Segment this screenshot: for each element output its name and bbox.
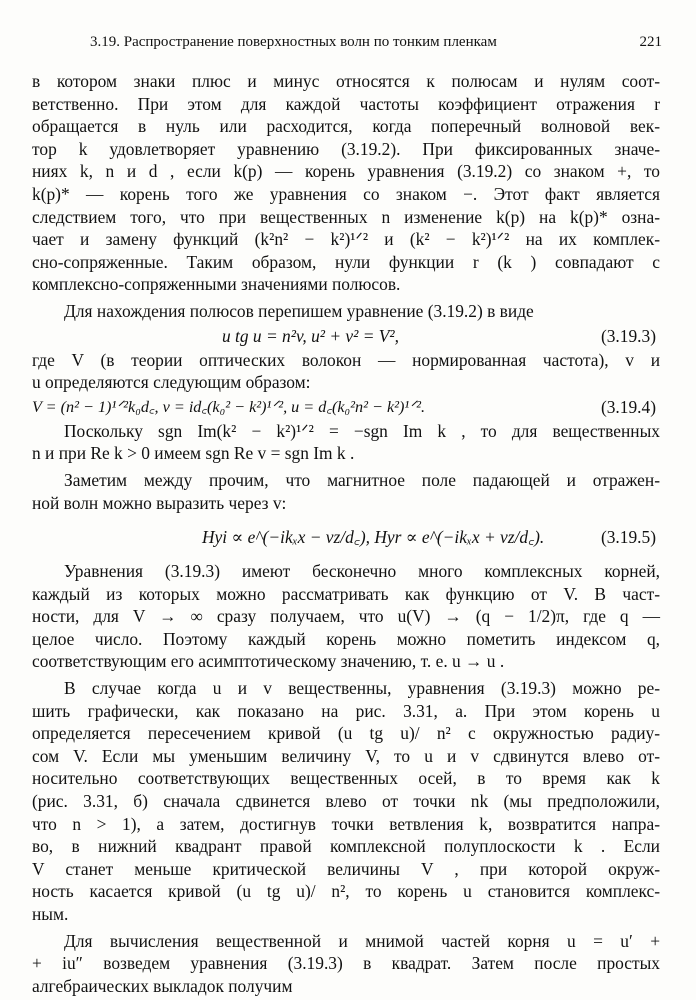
paragraph-6 — [32, 677, 660, 926]
text-line: Для вычисления вещественной и мнимой частей корня u = u′ + — [64, 930, 660, 951]
text-line: носительно соответствующих вещественных осей, в то время как k — [32, 768, 660, 789]
running-header — [32, 34, 662, 56]
paragraph-5 — [32, 560, 660, 673]
text-line: Поскольку sgn Im(k² − k²)¹ᐟ² = −sgn Im k , то для вещественных — [64, 420, 660, 441]
equation-3-19-3 — [32, 323, 660, 349]
paragraph-1 — [32, 70, 660, 296]
text-line: целое число. Поэтому каждый корень можно пометить индексом q, — [32, 628, 660, 649]
equation-3-19-5 — [32, 524, 660, 550]
text-line: где V (в теории оптических волокон — нормированная частота), v и — [32, 349, 660, 370]
text-line: ность касается кривой (u tg u)/ n², то корень u становится комплекс- — [32, 881, 660, 902]
text-line: n и при Re k > 0 имеем sgn Re v = sgn Im k . — [32, 443, 355, 464]
equation-formula: u tg u = n²v, u² + v² = V², — [222, 325, 399, 346]
text-line: во, в нижний квадрант правой комплексной полуплоскости k . Если — [32, 836, 660, 857]
text-line: чает и замену функций (k²n² − k²)¹ᐟ² и (k² − k²)¹ᐟ² на их комплек- — [32, 229, 660, 250]
equation-formula: V = (n² − 1)¹ᐟ²k₀d꜀, v = id꜀(k₀² − k²)¹ᐟ², u = d꜀(k₀²n² − k²)¹ᐟ². — [32, 397, 426, 416]
text-line: каждый из которых можно рассматривать как функцию от V. В част- — [32, 583, 660, 604]
text-line: ниях k, n и d , если k(p) — корень уравнения (3.19.2) со знаком +, то — [32, 161, 660, 182]
equation-3-19-4 — [32, 394, 660, 420]
text-line: что n > 1), а затем, достигнув точки ветвления k, возвратится напра- — [32, 813, 660, 834]
text-line: алгебраических выкладок получим — [32, 975, 293, 996]
paragraph-3 — [32, 420, 660, 465]
running-title: 3.19. Распространение поверхностных волн по тонким пленкам — [90, 34, 497, 50]
text-line: u определяются следующим образом: — [32, 372, 311, 393]
page-number: 221 — [639, 34, 662, 50]
text-line: k(p)* — корень того же уравнения со знаком −. Этот факт является — [32, 183, 660, 204]
text-line: ным. — [32, 904, 69, 924]
text-line: обращается в нуль или расходится, когда поперечный волновой век- — [32, 116, 660, 137]
text-line: V станет меньше критической величины V , при которой окруж- — [32, 858, 660, 879]
text-line: в котором знаки плюс и минус относятся к полюсам и нулям соот- — [32, 71, 660, 91]
text-line: В случае когда u и v вещественны, уравнения (3.19.3) можно ре- — [64, 678, 660, 699]
text-line: + iu″ возведем уравнения (3.19.3) в квадрат. Затем после простых — [32, 953, 660, 974]
equation-formula: Hyi ∝ e^(−ikₓx − vz/d꜀), Hyr ∝ e^(−ikₓx + vz/d꜀). — [202, 527, 545, 548]
page-body — [32, 70, 660, 997]
text-line: определяется пересечением кривой (u tg u)/ n² с окружностью радиу- — [32, 723, 660, 744]
text-line: (рис. 3.31, б) сначала сдвинется влево от точки nk (мы предположили, — [32, 791, 660, 812]
paragraph-7 — [32, 930, 660, 998]
paragraph-2-intro: Для нахождения полюсов перепишем уравнение (3.19.2) в виде — [64, 300, 534, 321]
text-line: ности, для V → ∞ сразу получаем, что u(V) → (q − 1/2)π, где q — — [32, 606, 660, 627]
equation-number: (3.19.3) — [600, 325, 656, 346]
text-line: следствием того, что при вещественных n изменение k(p) на k(p)* озна- — [32, 206, 660, 227]
text-line: тор k удовлетворяет уравнению (3.19.2). При фиксированных значе- — [32, 138, 660, 159]
text-line: Уравнения (3.19.3) имеют бесконечно много комплексных корней, — [64, 561, 660, 582]
text-line: шить графически, как показано на рис. 3.31, а. При этом корень u — [32, 700, 660, 721]
text-line: сно-сопряженные. Таким образом, нули функции r (k ) совпадают с — [32, 251, 660, 272]
equation-number: (3.19.4) — [600, 396, 656, 417]
equation-number: (3.19.5) — [600, 527, 656, 548]
text-line: сом V. Если мы уменьшим величину V, то u и v сдвинутся влево от- — [32, 745, 660, 766]
text-line: комплексно-сопряженными значениями полюсов. — [32, 274, 401, 295]
text-line: ветственно. При этом для каждой частоты коэффициент отражения r — [32, 93, 660, 114]
text-line: Заметим между прочим, что магнитное поле падающей и отражен- — [64, 469, 660, 490]
paragraph-2 — [32, 349, 660, 394]
text-line: соответствующим его асимптотическому значению, т. е. u → u . — [32, 651, 505, 672]
paragraph-4 — [32, 469, 660, 514]
text-line: ной волн можно выразить через v: — [32, 492, 287, 513]
